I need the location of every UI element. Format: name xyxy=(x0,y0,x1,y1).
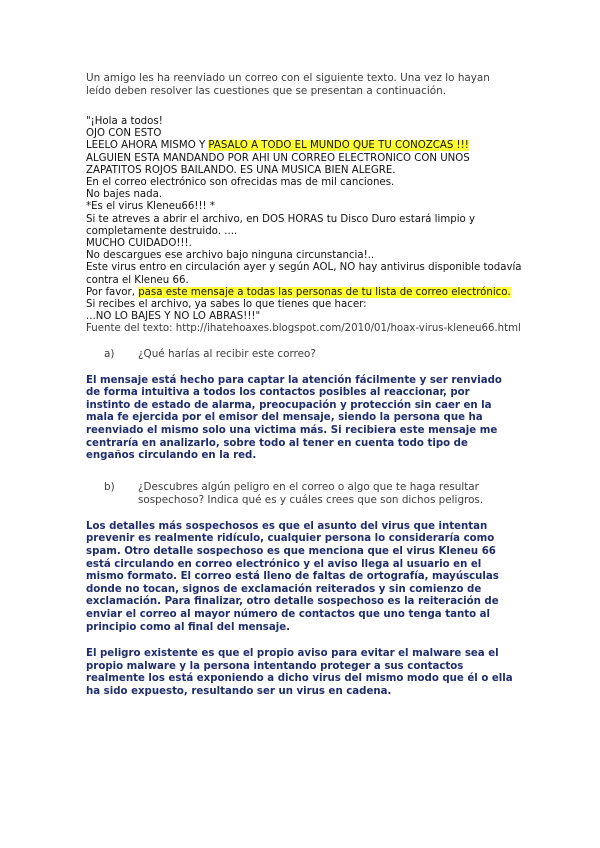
quote-text: LEELO AHORA MISMO Y xyxy=(86,140,209,152)
quote-line: completamente destruido. .... xyxy=(86,225,238,237)
source-citation: Fuente del texto: http://ihatehoaxes.blogspot.com/2010/01/hoax-virus-kleneu66.html xyxy=(86,323,521,335)
question-label: b) xyxy=(104,480,115,493)
question-text: ¿Qué harías al recibir este correo? xyxy=(138,347,316,360)
quote-line: OJO CON ESTO xyxy=(86,128,162,140)
quote-line xyxy=(86,140,516,152)
quote-line: ALGUIEN ESTA MANDANDO POR AHI UN CORREO ELECTRONICO CON UNOS xyxy=(86,152,470,164)
email-quote xyxy=(86,116,522,323)
quote-line: Este virus entro en circulación ayer y según AOL, NO hay antivirus disponible todavía xyxy=(86,262,522,274)
quote-line: Si recibes el archivo, ya sabes lo que tienes que hacer: xyxy=(86,299,367,311)
document-page xyxy=(86,72,522,713)
answer-b-paragraph-1: Los detalles más sospechosos es que el asunto del virus que intentan prevenir es realmente ridículo, cualquier persona lo consideraría como spam. Otro detalle sospechoso es que menciona que el virus Kleneu 66 está circulando en correo electrónico y el aviso llega al usuario en el mismo formato. El correo está lleno de faltas de ortografía, mayúsculas donde no tocan, signos de exclamación reiterados y sin comienzo de exclamación. Para finalizar, otro detalle sospechoso es la reiteración de enviar el correo al mayor número de contactos que uno tenga tanto al principio como al final del mensaje. xyxy=(86,520,499,633)
quote-line: ...NO LO BAJES Y NO LO ABRAS!!!" xyxy=(86,311,261,323)
highlighted-text: pasa este mensaje a todas las personas de tu lista de correo electrónico. xyxy=(138,286,511,298)
question-a xyxy=(86,348,516,361)
quote-line: Si te atreves a abrir el archivo, en DOS HORAS tu Disco Duro estará limpio y xyxy=(86,213,476,225)
quote-line: No bajes nada. xyxy=(86,189,163,201)
intro-paragraph: Un amigo les ha reenviado un correo con el siguiente texto. Una vez lo hayan leído deben resolver las cuestiones que se presentan a continuación. xyxy=(86,72,490,97)
quote-line: En el correo electrónico son ofrecidas mas de mil canciones. xyxy=(86,177,395,189)
quote-line: MUCHO CUIDADO!!!. xyxy=(86,238,192,250)
quote-line: ZAPATITOS ROJOS BAILANDO. ES UNA MUSICA BIEN ALEGRE. xyxy=(86,164,396,176)
answer-b-paragraph-2: El peligro existente es que el propio aviso para evitar el malware sea el propio malware y la persona intentando proteger a sus contactos realmente los está exponiendo a dicho virus del mismo modo que él o ella ha sido expuesto, resultando ser un virus en cadena. xyxy=(86,648,513,697)
quote-line: "¡Hola a todos! xyxy=(86,116,163,127)
question-b xyxy=(86,481,516,507)
quote-text: Por favor, xyxy=(86,286,139,298)
quote-line: contra el Kleneu 66. xyxy=(86,274,189,286)
question-text: ¿Descubres algún peligro en el correo o algo que te haga resultar sospechoso? Indica qué es y cuáles crees que son dichos peligros. xyxy=(138,480,484,506)
question-label: a) xyxy=(104,347,115,360)
quote-line: *Es el virus Kleneu66!!! * xyxy=(86,201,215,213)
quote-line xyxy=(86,287,516,299)
answer-a: El mensaje está hecho para captar la atención fácilmente y ser renviado de forma intuitiva a todos los contactos posibles al reaccionar, por instinto de estado de alarma, preocupación y protección sin caer en la mala fe ejercida por el emisor del mensaje, siendo la persona que ha reenviado el mismo solo una victima más. Si recibiera este mensaje me centraría en analizarlo, sobre todo al tener en cuenta todo tipo de engaños circulando en la red. xyxy=(86,374,502,462)
quote-line: No descargues ese archivo bajo ninguna circunstancia!.. xyxy=(86,250,375,262)
highlighted-text: PASALO A TODO EL MUNDO QUE TU CONOZCAS !!! xyxy=(208,140,469,152)
